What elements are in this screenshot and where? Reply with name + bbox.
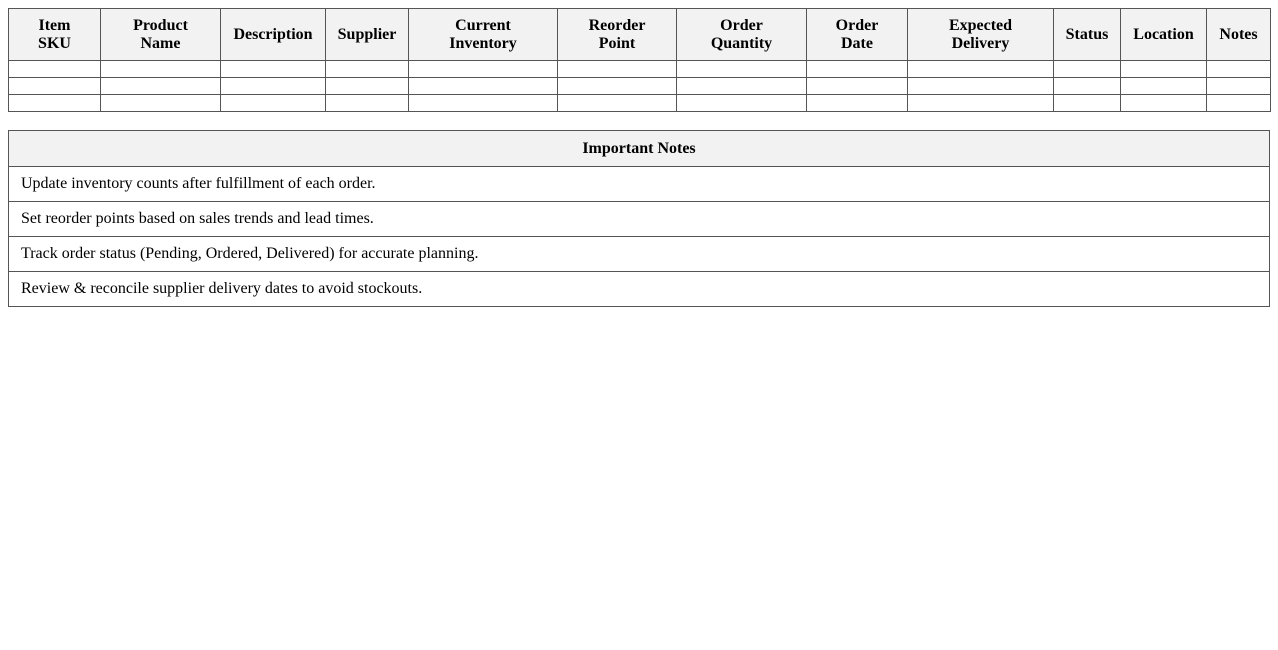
column-header (1054, 9, 1121, 61)
table-cell[interactable] (1054, 78, 1121, 95)
table-cell[interactable] (326, 78, 409, 95)
page-content (8, 8, 1270, 307)
column-header (101, 9, 221, 61)
note-row (9, 237, 1270, 272)
column-header-line: Order (720, 16, 763, 34)
column-header-line: Delivery (951, 34, 1010, 52)
table-cell[interactable] (807, 61, 908, 78)
column-header-line: Date (841, 34, 873, 52)
column-header (1207, 9, 1271, 61)
column-header-line: Inventory (449, 34, 517, 52)
table-cell[interactable] (101, 95, 221, 112)
inventory-table (8, 8, 1271, 112)
table-cell[interactable] (221, 61, 326, 78)
column-header (807, 9, 908, 61)
table-cell[interactable] (221, 95, 326, 112)
table-cell[interactable] (409, 61, 558, 78)
note-text: Set reorder points based on sales trends and lead times. (9, 202, 1270, 237)
column-header (9, 9, 101, 61)
column-header (221, 9, 326, 61)
column-header (908, 9, 1054, 61)
column-header (677, 9, 807, 61)
column-header-line: Status (1065, 25, 1109, 43)
table-row (9, 61, 1271, 78)
table-cell[interactable] (908, 61, 1054, 78)
table-cell[interactable] (1207, 95, 1271, 112)
notes-body (9, 167, 1270, 307)
table-cell[interactable] (326, 95, 409, 112)
table-cell[interactable] (1207, 61, 1271, 78)
note-text: Review & reconcile supplier delivery dates to avoid stockouts. (9, 272, 1270, 307)
table-cell[interactable] (9, 95, 101, 112)
table-cell[interactable] (1054, 61, 1121, 78)
table-cell[interactable] (1121, 78, 1207, 95)
column-header-line: Point (598, 34, 636, 52)
notes-header-row (9, 131, 1270, 167)
note-row (9, 167, 1270, 202)
column-header (558, 9, 677, 61)
note-row (9, 202, 1270, 237)
table-cell[interactable] (908, 78, 1054, 95)
note-text: Update inventory counts after fulfillment of each order. (9, 167, 1270, 202)
column-header-line: Location (1133, 25, 1194, 43)
column-header-line: Product (133, 16, 188, 34)
table-cell[interactable] (908, 95, 1054, 112)
table-cell[interactable] (9, 78, 101, 95)
table-cell[interactable] (558, 78, 677, 95)
table-cell[interactable] (101, 61, 221, 78)
table-cell[interactable] (1121, 95, 1207, 112)
table-cell[interactable] (677, 78, 807, 95)
column-header-line: Item (38, 16, 71, 34)
inventory-body (9, 61, 1271, 112)
column-header-line: Order (835, 16, 879, 34)
table-cell[interactable] (409, 78, 558, 95)
column-header (1121, 9, 1207, 61)
table-row (9, 78, 1271, 95)
column-header-line: Current (455, 16, 511, 34)
note-row (9, 272, 1270, 307)
table-cell[interactable] (409, 95, 558, 112)
table-cell[interactable] (677, 95, 807, 112)
column-header-line: Expected (948, 16, 1013, 34)
column-header-line: Description (233, 25, 313, 43)
table-cell[interactable] (1054, 95, 1121, 112)
table-cell[interactable] (221, 78, 326, 95)
table-cell[interactable] (326, 61, 409, 78)
table-cell[interactable] (1207, 78, 1271, 95)
column-header-line: SKU (38, 34, 71, 52)
inventory-header-row (9, 9, 1271, 61)
note-text: Track order status (Pending, Ordered, Delivered) for accurate planning. (9, 237, 1270, 272)
column-header-line: Name (140, 34, 181, 52)
table-row (9, 95, 1271, 112)
table-cell[interactable] (1121, 61, 1207, 78)
table-cell[interactable] (558, 61, 677, 78)
table-cell[interactable] (558, 95, 677, 112)
column-header-line: Notes (1219, 25, 1258, 43)
important-notes-table (8, 130, 1270, 307)
column-header (409, 9, 558, 61)
column-header-line: Reorder (588, 16, 646, 34)
column-header-line: Quantity (710, 34, 773, 52)
column-header-line: Supplier (337, 25, 397, 43)
column-header (326, 9, 409, 61)
table-cell[interactable] (9, 61, 101, 78)
notes-title: Important Notes (9, 131, 1270, 167)
table-cell[interactable] (807, 95, 908, 112)
table-cell[interactable] (101, 78, 221, 95)
table-cell[interactable] (807, 78, 908, 95)
table-cell[interactable] (677, 61, 807, 78)
